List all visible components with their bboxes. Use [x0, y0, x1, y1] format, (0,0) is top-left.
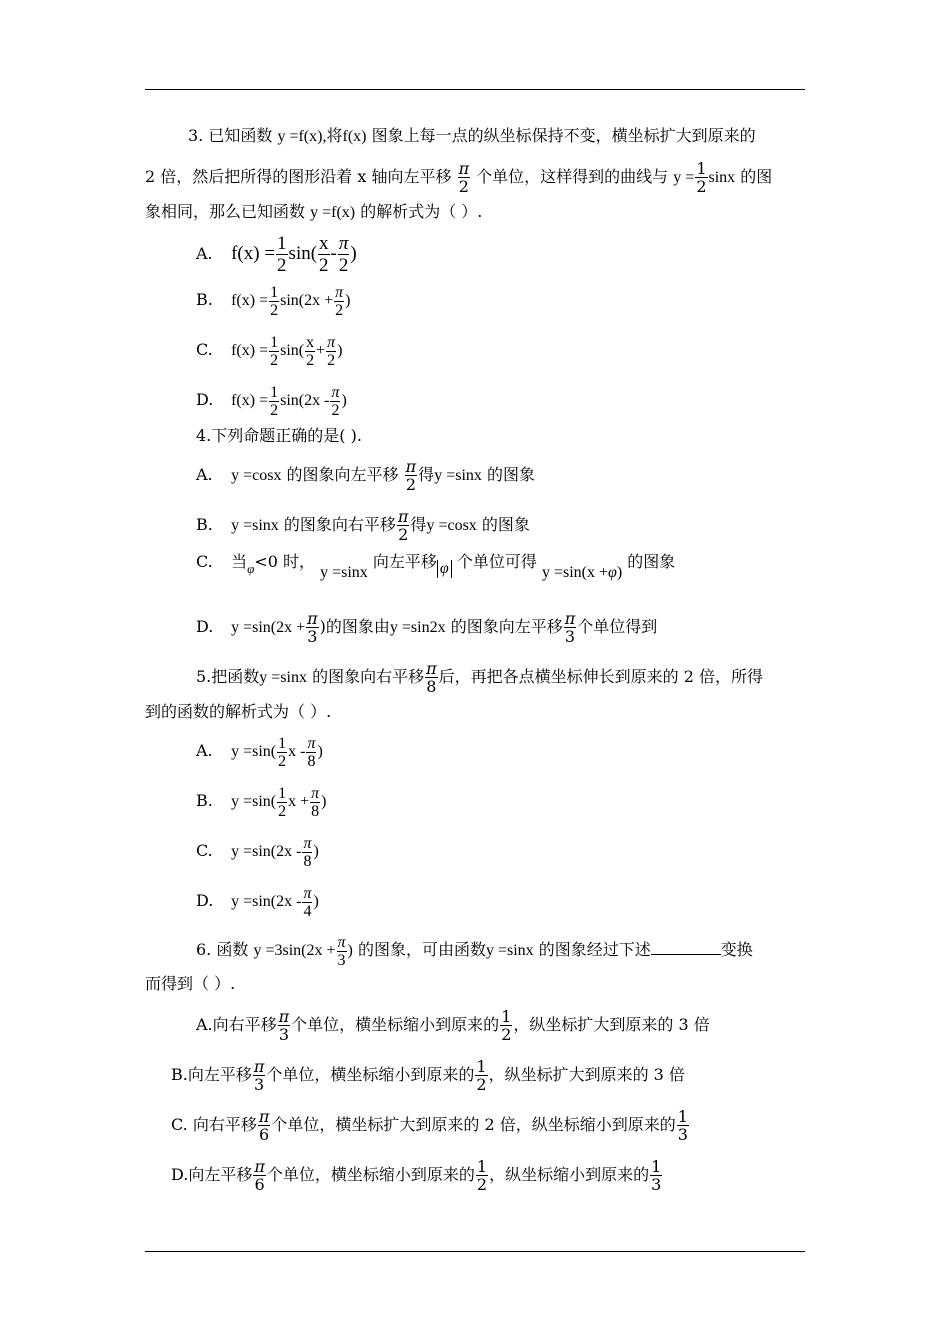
q5-option-c[interactable]: C. y =sin(2x - $\frac{\pi}{8}$ ): [196, 835, 319, 870]
q6-option-b[interactable]: B.向左平移 $\frac{\pi}{3}$ 个单位，横坐标缩小到原来的 $\frac{1}{2}$ ，纵坐标扩大到原来的 3 倍: [171, 1057, 685, 1094]
q5-line-2: 到的函数的解析式为（ ）.: [145, 702, 332, 721]
q5-option-d[interactable]: D. y =sin(2x - $\frac{\pi}{4}$ ): [196, 885, 319, 920]
q4-option-c[interactable]: C. 当$_\varphi$<0 时， y =sinx 向左平移 φ 个单位可得 y =sin(x +φ) 的图象: [196, 552, 676, 581]
q3-option-c[interactable]: C. f(x) = $\frac{1}{2}$ sin( $\frac{x}{2}$ + $\frac{\pi}{2}$ ): [196, 334, 343, 369]
q4-option-d[interactable]: D. y =sin(2x + $\frac{\pi}{3}$ )的图象由y =sin2x 的图象向左平移 $\frac{\pi}{3}$ 个单位得到: [196, 609, 658, 646]
q4-option-b[interactable]: B. y =sinx 的图象向右平移 $\frac{\pi}{2}$ 得y =cosx 的图象: [196, 507, 530, 544]
q4-stem: 4.下列命题正确的是( ).: [196, 426, 362, 445]
q3-line-3: 象相同，那么已知函数 y =f(x) 的解析式为（ ）.: [145, 202, 483, 221]
q3-option-d[interactable]: D. f(x) = $\frac{1}{2}$ sin(2x - $\frac{\pi}{2}$ ): [196, 384, 347, 419]
answer-blank: [651, 938, 721, 955]
q3-line-2: 2 倍，然后把所得的图形沿着 x 轴向左平移 $\frac{\pi}{2}$ 个单位，这样得到的曲线与 y = $\frac{1}{2}$ sinx 的图: [145, 159, 773, 196]
q5-option-b[interactable]: B. y =sin( $\frac{1}{2}$ x + $\frac{\pi}{8}$ ): [196, 785, 327, 820]
q6-line-2: 而得到（ ）.: [145, 974, 236, 993]
header-rule: [145, 89, 805, 90]
q3-line-1: 3. 已知函数 y =f(x),将f(x) 图象上每一点的纵坐标保持不变，横坐标扩大到原来的: [188, 126, 756, 145]
q6-line-1: 6. 函数 y =3sin(2x + $\frac{\pi}{3}$ ) 的图象，可由函数y =sinx 的图象经过下述 变换: [196, 934, 753, 969]
q6-option-a[interactable]: A.向右平移 $\frac{\pi}{3}$ 个单位，横坐标缩小到原来的 $\frac{1}{2}$ ，纵坐标扩大到原来的 3 倍: [196, 1007, 710, 1044]
q4-option-a[interactable]: A. y =cosx 的图象向左平移 $\frac{\pi}{2}$ 得y =sinx 的图象: [196, 457, 535, 494]
q3-option-b[interactable]: B. f(x) = $\frac{1}{2}$ sin(2x + $\frac{\pi}{2}$ ): [196, 284, 351, 319]
q6-option-c[interactable]: C. 向右平移 $\frac{\pi}{6}$ 个单位，横坐标扩大到原来的 2 倍，纵坐标缩小到原来的 $\frac{1}{3}$: [171, 1107, 688, 1144]
footer-rule: [145, 1251, 805, 1252]
q5-line-1: 5.把函数y =sinx 的图象向右平移 $\frac{\pi}{8}$ 后，再把各点横坐标伸长到原来的 2 倍，所得: [196, 659, 763, 696]
q5-option-a[interactable]: A. y =sin( $\frac{1}{2}$ x - $\frac{\pi}{8}$ ): [196, 735, 323, 770]
q3-option-a[interactable]: A. f(x) = $\frac{1}{2}$ sin( $\frac{x}{2}$ - $\frac{\pi}{2}$ ): [196, 233, 357, 276]
q6-option-d[interactable]: D.向左平移 $\frac{\pi}{6}$ 个单位，横坐标缩小到原来的 $\frac{1}{2}$ ，纵坐标缩小到原来的 $\frac{1}{3}$: [171, 1157, 662, 1194]
